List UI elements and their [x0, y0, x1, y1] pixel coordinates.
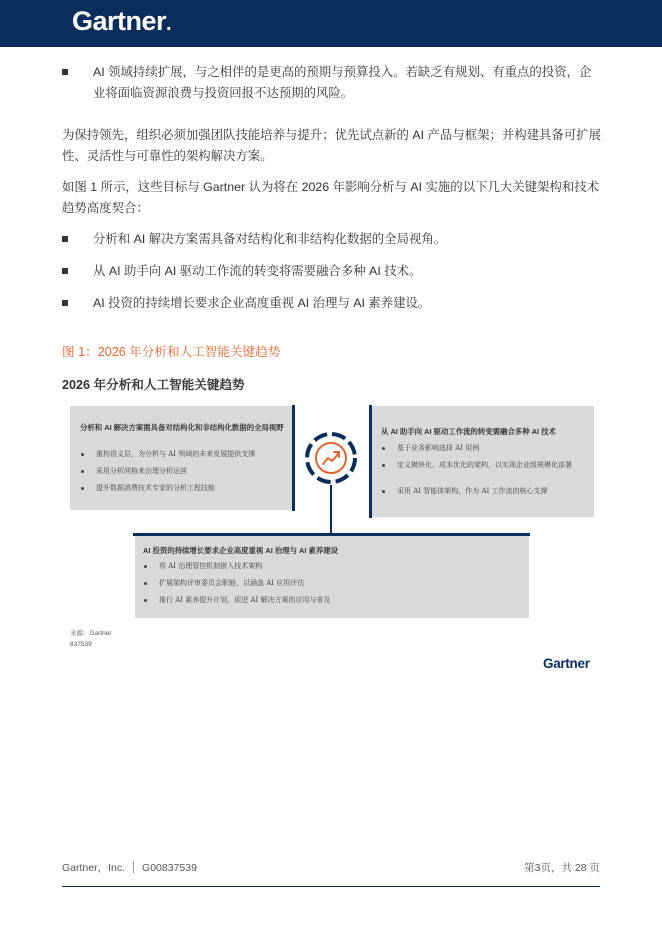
trend-box-item: 将 AI 治理管控机制嵌入技术架构: [159, 561, 514, 572]
footer-company: Gartner，Inc.: [62, 862, 126, 874]
trend-box-title: AI 投资的持续增长要求企业高度重视 AI 治理与 AI 素养建设: [143, 546, 339, 555]
header-bar: [0, 0, 662, 47]
bullet-item: 分析和 AI 解决方案需具备对结构化和非结构化数据的全局视角。: [62, 229, 602, 250]
trend-box-bottom: [135, 536, 529, 618]
trend-box-item: 推行 AI 素养提升计划，促进 AI 解决方案的应用与普及: [159, 595, 514, 606]
trend-box-item: 基于业务影响选择 AI 用例: [397, 443, 587, 454]
bullet-item: AI 投资的持续增长要求企业高度重视 AI 治理与 AI 素养建设。: [62, 293, 602, 314]
trend-box-item: 扩展架构评审委员会职能，以涵盖 AI 应用评估: [159, 578, 514, 589]
bullet-dot-icon: [382, 464, 385, 467]
paragraph: 为保持领先，组织必须加强团队技能培养与提升；优先试点新的 AI 产品与框架；并构建具备可扩展性、灵活性与可靠性的架构解决方案。: [62, 128, 601, 163]
box-left-edge: [292, 405, 295, 511]
gartner-logo: Gartner.: [72, 6, 172, 36]
bullet-item: AI 领域持续扩展，与之相伴的是更高的预期与预算投入。若缺乏有规划、有重点的投资，企业将面临资源浪费与投资回报不达预期的风险。: [62, 62, 602, 104]
trend-box-title: 分析和 AI 解决方案需具备对结构化和非结构化数据的全局视野: [80, 423, 284, 432]
trend-up-icon: [303, 430, 359, 486]
bullet-dot-icon: [382, 490, 385, 493]
footer-rule: [62, 886, 600, 887]
footer-left: [62, 860, 197, 875]
bullet-dot-icon: [382, 447, 385, 450]
box-right-edge: [369, 405, 372, 518]
trend-box-item: 重构语义层，为分析与 AI 领域的未来发展提供支撑: [96, 449, 286, 460]
figure-source: 来源：Gartner 837539: [70, 630, 112, 648]
footer-separator: [133, 861, 134, 873]
page-number: 第3页，共 28 页: [524, 862, 600, 874]
bullet-dot-icon: [81, 470, 84, 473]
trend-box-item: 采用 AI 智能体架构，作为 AI 工作流的核心支撑: [397, 486, 587, 497]
bullet-dot-icon: [144, 582, 147, 585]
bullet-dot-icon: [81, 487, 84, 490]
trend-box-item: 定义模块化、成本优化的架构，以实现企业级规模化部署: [397, 460, 587, 471]
figure-gartner-logo: Gartner: [543, 656, 590, 671]
bullet-dot-icon: [81, 453, 84, 456]
trend-box-title: 从 AI 助手向 AI 驱动工作流的转变需融合多种 AI 技术: [381, 427, 556, 436]
figure-caption: 图 1：2026 年分析和人工智能关键趋势: [62, 345, 281, 359]
square-bullet-icon: [62, 300, 68, 306]
trend-box-item: 提升数据消费技术专家的分析工程技能: [96, 483, 286, 494]
trend-box-left: [70, 406, 294, 510]
paragraph: 如图 1 所示，这些目标与 Gartner 认为将在 2026 年影响分析与 AI 实施的以下几大关键架构和技术趋势高度契合：: [62, 180, 599, 215]
bullet-item: 从 AI 助手向 AI 驱动工作流的转变将需要融合多种 AI 技术。: [62, 261, 602, 282]
square-bullet-icon: [62, 268, 68, 274]
footer-doc-id: G00837539: [142, 862, 197, 874]
trend-box-item: 采用分析网格来治理分析运营: [96, 466, 286, 477]
bullet-dot-icon: [144, 565, 147, 568]
connector-line: [330, 485, 332, 535]
bullet-dot-icon: [144, 599, 147, 602]
figure-title: 2026 年分析和人工智能关键趋势: [62, 378, 245, 392]
square-bullet-icon: [62, 236, 68, 242]
square-bullet-icon: [62, 69, 68, 75]
trend-box-right: [371, 406, 594, 517]
